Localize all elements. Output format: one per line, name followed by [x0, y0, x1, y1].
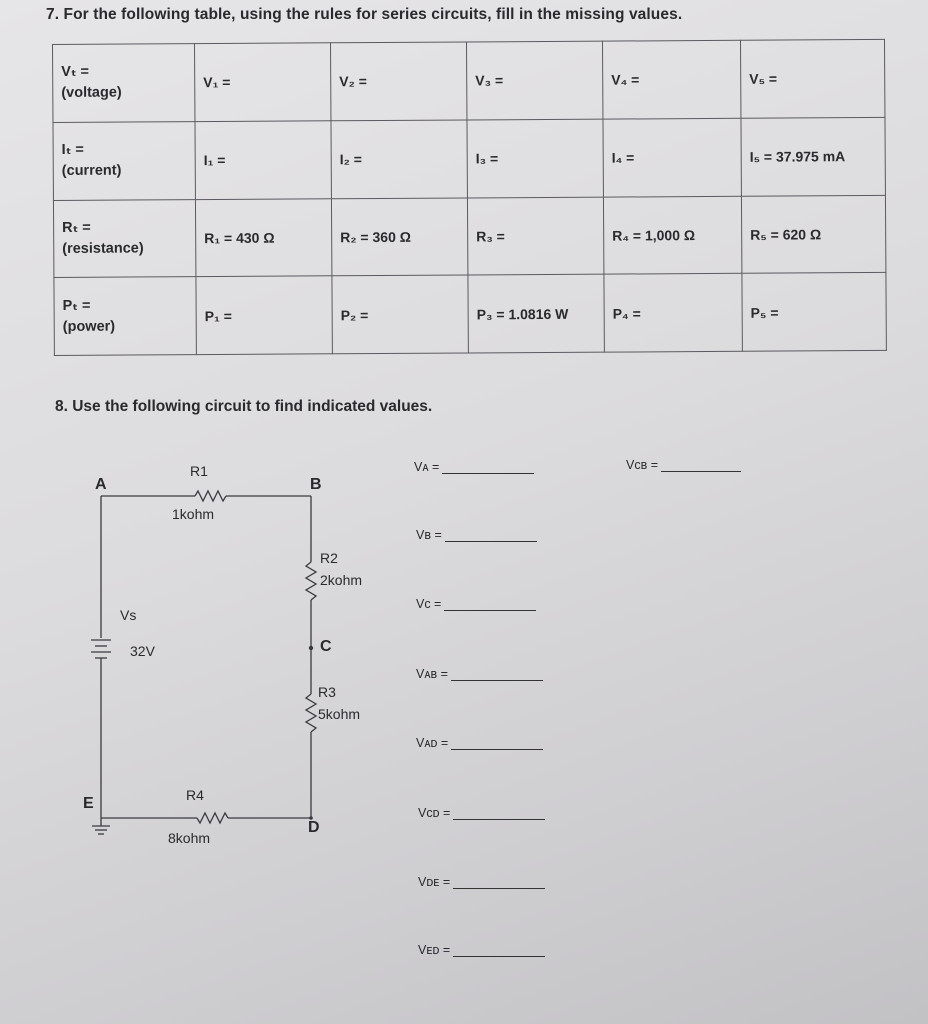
resistor-r1-symbol — [195, 491, 226, 501]
node-d-label: D — [308, 819, 320, 836]
table-cell[interactable]: R₄ = 1,000 Ω — [603, 196, 741, 275]
r2-value-label: 2kohm — [320, 572, 363, 588]
answer-vcd[interactable] — [418, 806, 545, 820]
node-b-label: B — [310, 476, 322, 493]
table-cell[interactable]: I₁ = — [195, 121, 331, 200]
table-cell[interactable]: I₂ = — [331, 120, 467, 199]
answer-va[interactable] — [414, 460, 534, 474]
node-a-label: A — [95, 476, 107, 493]
row-head-symbol: Vₜ = — [61, 64, 90, 81]
answer-blank-line[interactable] — [453, 955, 545, 957]
answer-blank-line[interactable] — [451, 679, 543, 681]
table-cell[interactable]: P₄ = — [604, 274, 742, 353]
question-8-title: 8. Use the following circuit to find indicated values. — [55, 398, 433, 415]
r3-value-label: 5kohm — [318, 706, 361, 722]
row-head-word: (current) — [61, 162, 122, 180]
answer-ved[interactable] — [418, 943, 545, 957]
table-cell[interactable]: P₂ = — [332, 275, 468, 354]
answer-blank-line[interactable] — [453, 818, 545, 820]
r1-value-label: 1kohm — [172, 506, 215, 522]
table-cell[interactable]: V₂ = — [330, 42, 466, 121]
table-cell[interactable]: R₃ = — [467, 197, 603, 276]
table-cell[interactable]: R₅ = 620 Ω — [741, 195, 885, 274]
r3-name-label: R3 — [318, 684, 336, 700]
r4-value-label: 8kohm — [168, 830, 211, 846]
answer-blank-line[interactable] — [442, 472, 534, 474]
r4-name-label: R4 — [186, 787, 204, 803]
row-head-symbol: Rₜ = — [62, 219, 91, 236]
table-cell[interactable]: P₃ = 1.0816 W — [468, 274, 604, 353]
answer-blank-line[interactable] — [453, 887, 545, 889]
resistor-r3-symbol — [306, 694, 316, 732]
r1-name-label: R1 — [190, 463, 208, 479]
table-cell[interactable]: P₅ = — [742, 273, 886, 352]
answer-vb[interactable] — [416, 528, 537, 542]
answer-label: Vᴀ = — [414, 460, 440, 474]
table-cell[interactable]: R₁ = 430 Ω — [195, 198, 331, 277]
answer-label: Vᴅᴇ = — [418, 875, 451, 889]
node-c-dot — [309, 646, 313, 650]
answer-blank-line[interactable] — [445, 540, 537, 542]
answer-vad[interactable] — [416, 736, 543, 750]
table-cell[interactable]: V₁ = — [195, 43, 331, 122]
answer-vc[interactable] — [416, 597, 536, 611]
table-cell[interactable]: R₂ = 360 Ω — [331, 197, 467, 276]
answer-label: Vᴀʙ = — [416, 667, 448, 681]
answer-blank-line[interactable] — [451, 748, 543, 750]
node-c-label: C — [320, 638, 332, 655]
answer-label: Vᴄᴅ = — [418, 806, 451, 820]
answer-vde[interactable] — [418, 875, 545, 889]
question-7-title: 7. For the following table, using the rules for series circuits, fill in the missing values. — [46, 6, 683, 23]
source-name-label: Vs — [120, 607, 137, 623]
table-cell[interactable]: I₄ = — [603, 118, 741, 197]
answer-vcb[interactable] — [626, 458, 741, 472]
answer-blank-line[interactable] — [444, 609, 536, 611]
answer-vab[interactable] — [416, 667, 543, 681]
answer-label: Vᴇᴅ = — [418, 943, 451, 957]
table-cell[interactable]: I₃ = — [467, 119, 603, 198]
table-cell[interactable]: V₅ = — [740, 39, 884, 118]
row-head-word: (voltage) — [61, 84, 122, 102]
table-cell[interactable]: I₅ = 37.975 mA — [741, 117, 885, 196]
row-head-symbol: Pₜ = — [62, 297, 91, 314]
answer-blank-line[interactable] — [661, 470, 741, 472]
row-head-symbol: Iₜ = — [61, 141, 84, 159]
row-head-word: (resistance) — [62, 240, 144, 257]
source-value-label: 32V — [130, 643, 155, 659]
answer-label: Vʙ = — [416, 528, 442, 542]
row-head-word: (power) — [62, 318, 116, 335]
answer-label: Vᴀᴅ = — [416, 736, 449, 750]
resistor-r2-symbol — [306, 562, 316, 600]
r2-name-label: R2 — [320, 550, 338, 566]
node-e-label: E — [83, 795, 94, 812]
table-cell[interactable]: V₃ = — [466, 41, 602, 120]
answer-label: Vᴄ = — [416, 597, 442, 611]
table-cell[interactable]: V₄ = — [602, 40, 740, 119]
table-cell[interactable]: P₁ = — [196, 276, 332, 355]
answer-label: Vᴄʙ = — [626, 458, 659, 472]
resistor-r4-symbol — [197, 813, 228, 823]
